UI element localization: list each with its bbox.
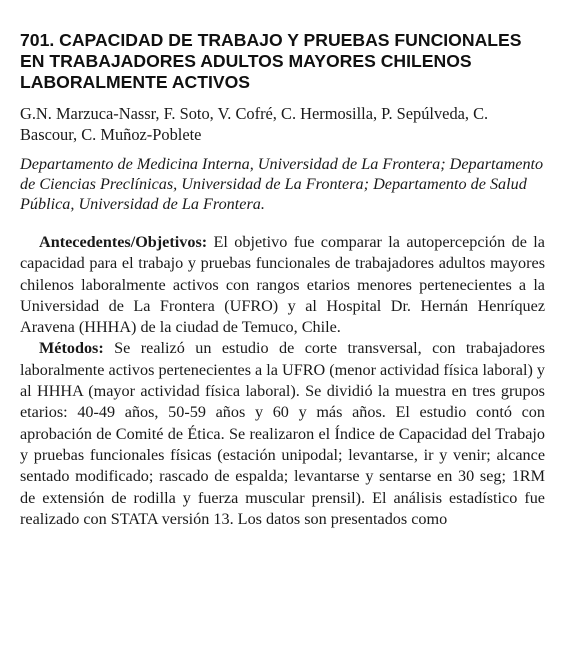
author-list: G.N. Marzuca-Nassr, F. Soto, V. Cofré, C. Hermosilla, P. Sepúlveda, C. Bascour, C. Muñoz-Poblete [20, 104, 489, 144]
section-label: Antecedentes/Objetivos: [39, 233, 208, 251]
section-text: El objetivo fue comparar la autopercepción de la capacidad para el trabajo y pruebas funcionales de trabajadores adultos mayores chilenos laboralmente activos con rangos etarios menores pertenecientes a la Universidad de La Frontera (UFRO) y al Hospital Dr. Hernán Henríquez Aravena (HHHA) de la ciudad de Temuco, Chile. [20, 233, 545, 337]
section-label: Métodos: [39, 339, 104, 358]
abstract-title: 701. CAPACIDAD DE TRABAJO Y PRUEBAS FUNCIONALES EN TRABAJADORES ADULTOS MAYORES CHILENOS LABORALMENTE ACTIVOS [20, 30, 522, 92]
affiliation: Departamento de Medicina Interna, Universidad de La Frontera; Departamento de Ciencias Preclínicas, Universidad de La Frontera; Departamento de Salud Pública, Universidad de La Frontera. [20, 155, 544, 213]
section-background [20, 232, 545, 338]
section-methods [20, 338, 545, 530]
section-text: Se realizó un estudio de corte transversal, con trabajadores laboralmente activos pertenecientes a la UFRO (menor actividad física laboral) y al HHHA (mayor actividad física laboral). Se dividió la muestra en tres grupos etarios: 40-49 años, 50-59 años y 60 y más años. El estudio contó con aprobación de Comité de Ética. Se realizaron el Índice de Capacidad del Trabajo y pruebas funcionales físicas (estación unipodal; levantarse, ir y venir; alcance sentado modificado; rascado de espalda; levantarse y sentarse en 30 seg; 1RM de extensión de rodilla y fuerza muscular prensil). El análisis estadístico fue realizado con STATA versión 13. Los datos son presentados como [20, 339, 545, 528]
